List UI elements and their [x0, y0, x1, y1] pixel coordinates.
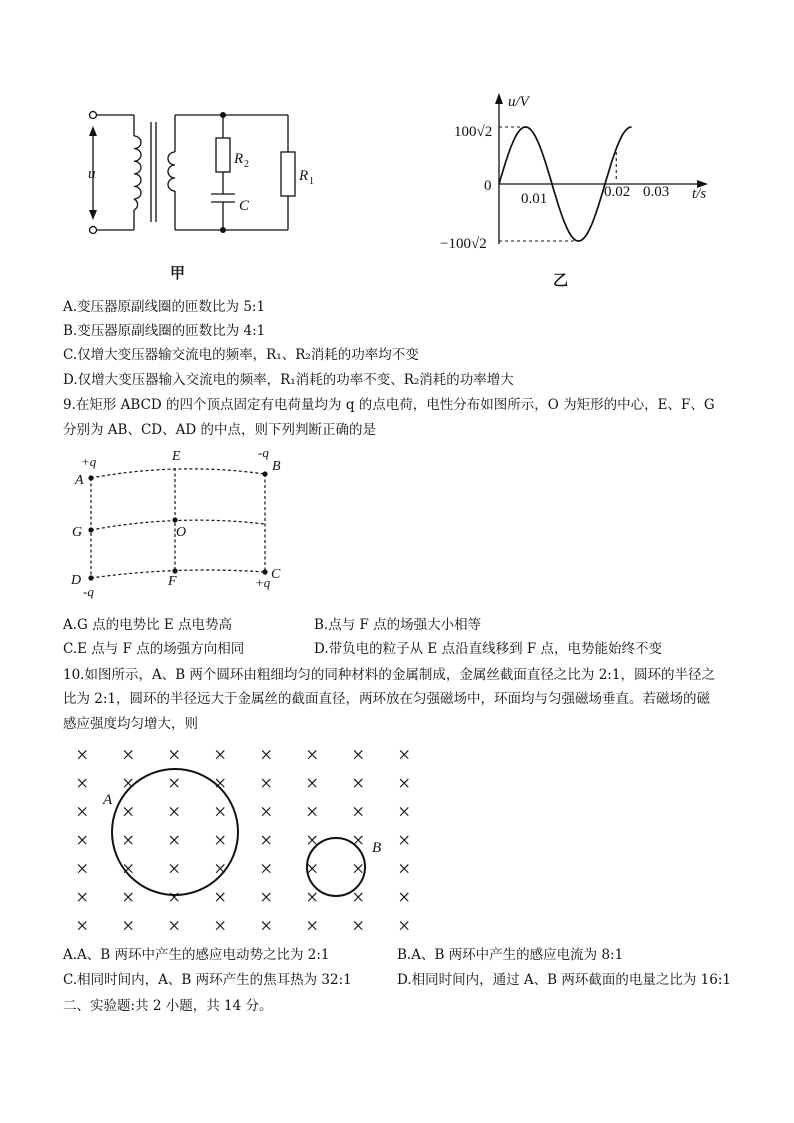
field-cross-icon: × — [306, 884, 319, 910]
field-cross-icon: × — [168, 799, 181, 824]
field-cross-icon: × — [352, 856, 365, 881]
figure-caption-yi: 乙 — [553, 273, 569, 289]
field-cross-icon: × — [260, 884, 273, 910]
rectangle-charges-figure — [65, 444, 305, 604]
field-cross-icon: × — [306, 827, 319, 853]
q9-option-a: A.G 点的电势比 E 点电势高 — [63, 617, 233, 633]
field-cross-icon: × — [260, 799, 273, 824]
field-cross-icon: × — [352, 884, 365, 910]
trough-label: −100√2 — [440, 236, 487, 252]
x-axis-label: t/s — [692, 186, 707, 202]
field-cross-icon: × — [122, 856, 135, 881]
field-cross-icon: × — [398, 884, 411, 910]
y-axis-label: u/V — [508, 94, 529, 110]
x-tick-label: 0.01 — [521, 191, 548, 207]
field-cross-icon: × — [122, 799, 135, 824]
point-c-label: C — [271, 567, 281, 582]
field-cross-icon: × — [260, 742, 273, 767]
point-a-label: A — [75, 473, 84, 488]
field-cross-icon: × — [260, 913, 273, 938]
q8-option-c: C.仅增大变压器输交流电的频率，R₁、R₂消耗的功率均不变 — [63, 347, 419, 363]
field-cross-icon: × — [306, 913, 319, 938]
field-cross-icon: × — [214, 827, 227, 853]
charge-d: -q — [83, 584, 94, 599]
origin-label: 0 — [484, 178, 492, 194]
q9-stem-line1: 9.在矩形 ABCD 的四个顶点固定有电荷量均为 q 的点电荷，电性分布如图所示，O 为矩形的中心，E、F、G — [63, 397, 715, 413]
field-cross-icon: × — [76, 742, 89, 767]
q10-option-d: D.相同时间内，通过 A、B 两环截面的电量之比为 16:1 — [397, 972, 731, 988]
field-cross-icon: × — [260, 827, 273, 853]
field-cross-icon: × — [168, 770, 181, 796]
field-cross-icon: × — [168, 742, 181, 767]
field-cross-icon: × — [306, 856, 319, 881]
field-cross-icon: × — [306, 742, 319, 767]
charge-c: +q — [255, 575, 271, 590]
magnetic-field-figure — [70, 740, 420, 940]
field-cross-icon: × — [398, 799, 411, 824]
field-cross-icon: × — [168, 884, 181, 910]
field-cross-icon: × — [398, 827, 411, 853]
x-tick-label: 0.02 — [604, 184, 631, 200]
field-cross-icon: × — [398, 742, 411, 767]
q9-stem-line2: 分别为 AB、CD、AD 的中点，则下列判断正确的是 — [63, 422, 376, 438]
point-b-label: B — [272, 459, 281, 474]
charge-a: +q — [81, 454, 97, 469]
q10-stem-line3: 感应强度均匀增大，则 — [63, 716, 198, 732]
point-d-label: D — [71, 573, 82, 588]
q8-option-a: A.变压器原副线圈的匝数比为 5:1 — [63, 299, 266, 315]
q10-option-c: C.相同时间内，A、B 两环产生的焦耳热为 32:1 — [63, 972, 352, 988]
field-cross-icon: × — [306, 770, 319, 796]
field-cross-icon: × — [76, 827, 89, 853]
q10-option-b: B.A、B 两环中产生的感应电流为 8:1 — [397, 947, 624, 963]
field-cross-icon: × — [214, 856, 227, 881]
q9-option-c: C.E 点与 F 点的场强方向相同 — [63, 641, 245, 657]
field-cross-icon: × — [122, 770, 135, 796]
field-cross-icon: × — [352, 799, 365, 824]
figure-caption-jia: 甲 — [170, 266, 186, 282]
field-cross-icon: × — [306, 799, 319, 824]
field-cross-icon: × — [122, 913, 135, 938]
point-o-label: O — [176, 525, 187, 540]
field-cross-icon: × — [260, 770, 273, 796]
field-cross-icon: × — [398, 913, 411, 938]
field-cross-icon: × — [168, 856, 181, 881]
field-cross-icon: × — [214, 884, 227, 910]
q8-option-d: D.仅增大变压器输入交流电的频率，R₁消耗的功率不变、R₂消耗的功率增大 — [63, 372, 514, 388]
ring-b-label: B — [372, 840, 382, 856]
point-f-label: F — [168, 574, 177, 589]
field-cross-icon: × — [352, 742, 365, 767]
field-cross-icon: × — [76, 913, 89, 938]
charge-b: -q — [258, 445, 269, 460]
peak-label: 100√2 — [454, 124, 493, 140]
field-cross-icon: × — [122, 884, 135, 910]
field-cross-icon: × — [398, 856, 411, 881]
u-label: u — [88, 166, 96, 182]
r2-subscript: 2 — [244, 159, 249, 170]
field-cross-icon: × — [76, 884, 89, 910]
field-cross-icon: × — [214, 742, 227, 767]
r1-subscript: 1 — [309, 176, 314, 187]
field-cross-icon: × — [214, 799, 227, 824]
q9-option-b: B.点与 F 点的场强大小相等 — [314, 617, 482, 633]
field-cross-icon: × — [122, 827, 135, 853]
r2-label: R — [234, 151, 244, 167]
q10-option-a: A.A、B 两环中产生的感应电动势之比为 2:1 — [63, 947, 330, 963]
voltage-sine-chart — [440, 88, 740, 293]
transformer-circuit-figure — [80, 100, 330, 285]
field-cross-icon: × — [168, 913, 181, 938]
q10-stem-line2: 比为 2:1，圆环的半径远大于金属丝的截面直径，两环放在匀强磁场中，环面均与匀强磁场垂直。若磁场的磁 — [63, 691, 711, 707]
point-g-label: G — [72, 525, 83, 540]
ring-a-label: A — [103, 792, 113, 808]
field-cross-icon: × — [76, 770, 89, 796]
field-cross-icon: × — [352, 770, 365, 796]
q10-stem-line1: 10.如图所示，A、B 两个圆环由粗细均匀的同种材料的金属制成，金属丝截面直径之比为 2:1，圆环的半径之 — [63, 667, 715, 683]
x-tick-label: 0.03 — [643, 184, 670, 200]
field-cross-icon: × — [352, 827, 365, 853]
point-e-label: E — [172, 449, 181, 464]
field-cross-icon: × — [214, 770, 227, 796]
field-cross-icon: × — [168, 827, 181, 853]
field-cross-icon: × — [398, 770, 411, 796]
r1-label: R — [299, 168, 309, 184]
section-2-heading: 二、实验题:共 2 小题，共 14 分。 — [63, 998, 273, 1014]
field-cross-icon: × — [352, 913, 365, 938]
field-cross-icon: × — [260, 856, 273, 881]
field-cross-icon: × — [76, 799, 89, 824]
field-cross-icon: × — [76, 856, 89, 881]
q8-option-b: B.变压器原副线圈的匝数比为 4:1 — [63, 323, 266, 339]
q9-option-d: D.带负电的粒子从 E 点沿直线移到 F 点，电势能始终不变 — [314, 641, 663, 657]
field-cross-icon: × — [214, 913, 227, 938]
field-cross-icon: × — [122, 742, 135, 767]
c-label: C — [239, 198, 250, 214]
